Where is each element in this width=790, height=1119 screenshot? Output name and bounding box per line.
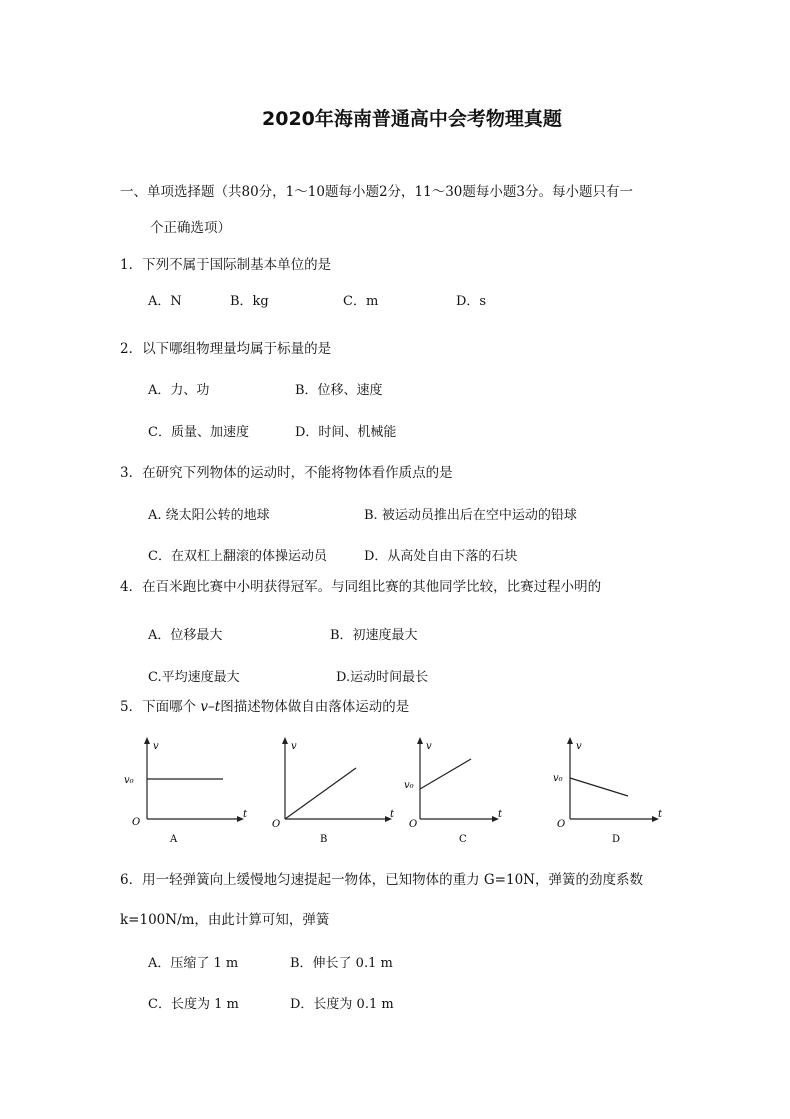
q4-option-d: D.运动时间最长 [336,670,429,685]
graph-a-t-label: t [243,809,248,820]
graph-b-v-label: v [291,741,297,752]
q1-stem: 1．下列不属于国际制基本单位的是 [120,257,332,273]
q6-option-a: A．压缩了 1 m [148,956,239,971]
graph-d-label: D [612,834,621,843]
q5-stem-post: 图描述物体做自由落体运动的是 [220,699,410,715]
graph-d-v-label: v [576,741,582,752]
graph-c-label: C [459,834,467,843]
q4-stem: 4．在百米跑比赛中小明获得冠军。与同组比赛的其他同学比较，比赛过程小明的 [120,579,602,595]
graph-c-t-label: t [498,809,503,820]
graph-d-origin: O [557,819,566,830]
q5-stem-pre: 5．下面哪个 [120,699,201,715]
graph-b-t-label: t [390,809,395,820]
q1-option-c: C．m [343,294,379,309]
q2-option-d: D．时间、机械能 [295,425,397,440]
q3-stem: 3．在研究下列物体的运动时，不能将物体看作质点的是 [120,465,453,481]
q2-stem: 2．以下哪组物理量均属于标量的是 [120,341,332,357]
graph-c-line [420,759,471,789]
vt-graphs [120,733,680,843]
section-heading-cont: 个正确选项） [150,220,231,236]
graph-c [404,737,503,843]
q3-option-a: A. 绕太阳公转的地球 [148,508,270,523]
q3-option-d: D．从高处自由下落的石块 [364,549,518,564]
q5-stem [120,695,409,715]
q5-stem-var: v–t [200,699,221,715]
q4-option-b: B．初速度最大 [330,628,418,643]
graph-a-v0-label: v₀ [124,775,134,786]
q1-option-d: D．s [456,294,487,309]
graph-b-line [285,768,356,819]
graph-c-v0-label: v₀ [404,780,414,791]
graph-a-v-label: v [153,741,159,752]
q2-option-a: A．力、功 [148,383,210,398]
q6-option-b: B．伸长了 0.1 m [290,956,393,971]
q3-option-b: B. 被运动员推出后在空中运动的铅球 [364,508,577,523]
graph-d-v0-label: v₀ [553,773,563,784]
q4-option-a: A．位移最大 [148,628,223,643]
graph-b-label: B [320,834,328,843]
graph-a-origin: O [132,817,141,828]
page-title: 2020年海南普通高中会考物理真题 [262,108,562,130]
graph-d-line [570,778,628,796]
q6-option-d: D．长度为 0.1 m [290,997,394,1012]
q1-option-a: A．N [148,294,182,309]
q6-option-c: C．长度为 1 m [148,997,239,1012]
graph-d [553,737,663,843]
graph-c-v-label: v [426,741,432,752]
graph-a [124,737,248,843]
q6-stem-line2: k=100N/m，由此计算可知，弹簧 [120,912,330,928]
graph-c-origin: O [409,819,418,830]
q2-option-c: C．质量、加速度 [148,425,249,440]
q3-option-c: C．在双杠上翻滚的体操运动员 [148,549,327,564]
section-heading: 一、单项选择题（共80分，1～10题每小题2分，11～30题每小题3分。每小题只有一 [120,184,633,200]
q2-option-b: B．位移、速度 [295,383,383,398]
graph-b [272,737,395,843]
graph-a-label: A [170,834,178,843]
graph-d-t-label: t [658,809,663,820]
q6-stem-line1: 6．用一轻弹簧向上缓慢地匀速提起一物体，已知物体的重力 G=10N，弹簧的劲度系数 [120,872,643,888]
graph-b-origin: O [272,819,281,830]
q4-option-c: C.平均速度最大 [148,670,240,685]
q1-option-b: B．kg [230,294,269,309]
